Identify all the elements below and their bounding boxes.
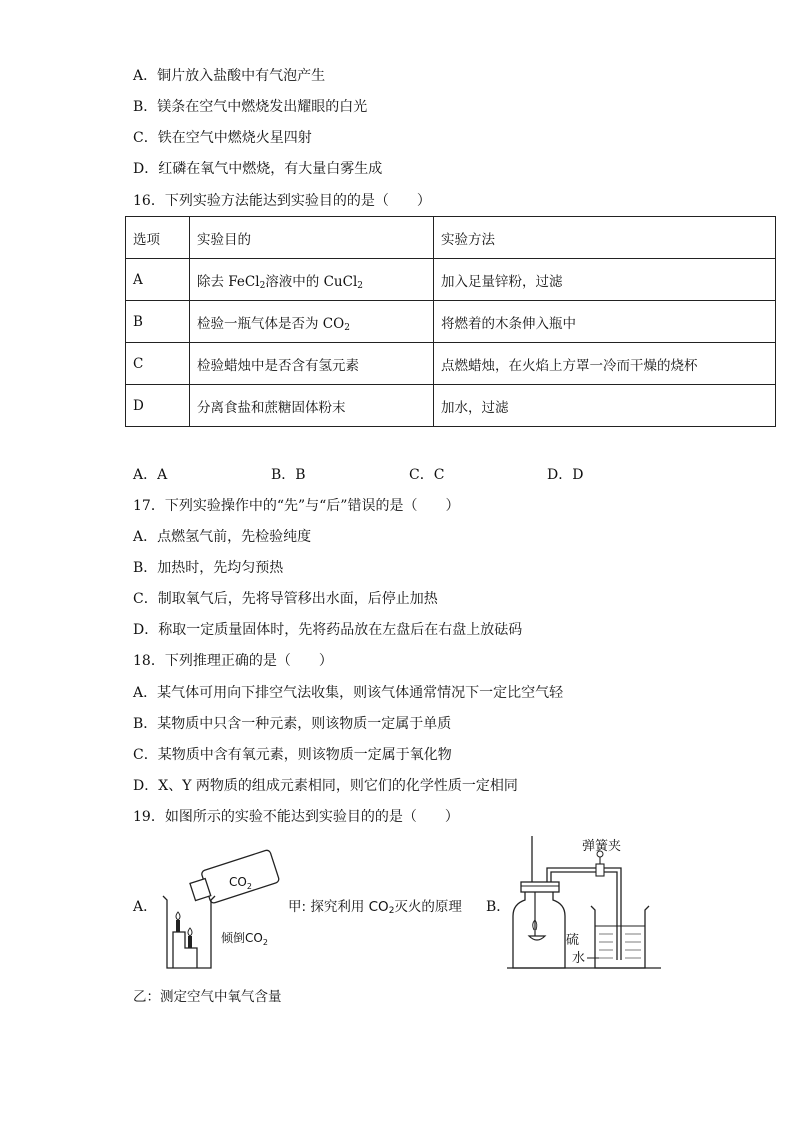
stopper-icon bbox=[521, 882, 559, 892]
table-header-row bbox=[126, 217, 776, 259]
header-purpose: 实验目的 bbox=[190, 217, 434, 259]
q18-option-d: D．X、Y 两物质的组成元素相同，则它们的化学性质一定相同 bbox=[133, 778, 518, 794]
candle-lower-icon bbox=[188, 936, 192, 948]
row-method: 将燃着的木条伸入瓶中 bbox=[434, 301, 776, 343]
q17-option-b: B．加热时，先均匀预热 bbox=[133, 560, 284, 576]
q18-option-b: B．某物质中只含一种元素，则该物质一定属于单质 bbox=[133, 716, 452, 732]
q17-option-d: D．称取一定质量固体时，先将药品放在左盘后在右盘上放砝码 bbox=[133, 622, 523, 638]
row-option: A bbox=[126, 259, 190, 301]
table-row bbox=[126, 385, 776, 427]
gas-label: $CO_2$ bbox=[229, 875, 252, 891]
q15-option-c: C．铁在空气中燃烧火星四射 bbox=[133, 130, 312, 146]
q15-option-d: D．红磷在氧气中燃烧，有大量白雾生成 bbox=[133, 161, 383, 177]
row-purpose: 检验蜡烛中是否含有氢元素 bbox=[190, 343, 434, 385]
q16-stem: 16．下列实验方法能达到实验目的的是（ ） bbox=[133, 193, 431, 209]
pour-label: 倾倒$CO_2$ bbox=[221, 931, 268, 947]
row-purpose: 分离食盐和蔗糖固体粉末 bbox=[190, 385, 434, 427]
q18-option-c: C．某物质中含有氧元素，则该物质一定属于氧化物 bbox=[133, 747, 452, 763]
table-row bbox=[126, 301, 776, 343]
q15-option-a: A．铜片放入盐酸中有气泡产生 bbox=[133, 68, 326, 84]
q15-option-b: B．镁条在空气中燃烧发出耀眼的白光 bbox=[133, 99, 368, 115]
row-method: 点燃蜡烛，在火焰上方罩一冷而干燥的烧杯 bbox=[434, 343, 776, 385]
q16-option-a: A．A bbox=[133, 467, 168, 483]
row-option: C bbox=[126, 343, 190, 385]
figure-b-oxygen-apparatus bbox=[505, 834, 665, 974]
q17-stem: 17．下列实验操作中的“先”与“后”错误的是（ ） bbox=[133, 498, 460, 514]
figure-b-caption: 乙：测定空气中氧气含量 bbox=[133, 989, 282, 1005]
q16-option-b: B．B bbox=[271, 467, 306, 483]
q16-option-c: C．C bbox=[409, 467, 445, 483]
q16-option-d: D．D bbox=[547, 467, 584, 483]
bottle-icon bbox=[513, 892, 565, 968]
q18-stem: 18．下列推理正确的是（ ） bbox=[133, 653, 333, 669]
beaker-icon bbox=[163, 896, 215, 968]
step-stand-icon bbox=[173, 932, 197, 968]
water-beaker-icon bbox=[591, 906, 649, 968]
water-label: 水 bbox=[572, 951, 586, 966]
header-method: 实验方法 bbox=[434, 217, 776, 259]
candle-upper-icon bbox=[176, 920, 180, 932]
row-option: B bbox=[126, 301, 190, 343]
table-row bbox=[126, 343, 776, 385]
q19-option-a-label: A． bbox=[133, 899, 158, 915]
row-method: 加入足量锌粉，过滤 bbox=[434, 259, 776, 301]
q18-option-a: A．某气体可用向下排空气法收集，则该气体通常情况下一定比空气轻 bbox=[133, 685, 564, 701]
row-method: 加水，过滤 bbox=[434, 385, 776, 427]
sulfur-label: 硫 bbox=[566, 933, 580, 948]
sulfur-spoon-icon bbox=[529, 936, 545, 940]
q16-table bbox=[125, 216, 776, 427]
q17-option-c: C．制取氧气后，先将导管移出水面，后停止加热 bbox=[133, 591, 438, 607]
table-row bbox=[126, 259, 776, 301]
q17-option-a: A．点燃氢气前，先检验纯度 bbox=[133, 529, 312, 545]
row-purpose: 除去 FeCl$_2$溶液中的 CuCl$_2$ bbox=[190, 259, 434, 301]
spring-clamp-icon bbox=[596, 851, 604, 876]
figure-a-caption: 甲: 探究利用 $CO_2$灭火的原理 bbox=[288, 899, 462, 916]
q19-option-b-label: B． bbox=[486, 899, 511, 915]
figure-a-co2-pouring bbox=[155, 848, 285, 974]
q19-stem: 19．如图所示的实验不能达到实验目的的是（ ） bbox=[133, 809, 459, 825]
clamp-label: 弹簧夹 bbox=[582, 839, 622, 854]
row-purpose: 检验一瓶气体是否为 $CO_2$ bbox=[190, 301, 434, 343]
header-option: 选项 bbox=[126, 217, 190, 259]
row-option: D bbox=[126, 385, 190, 427]
